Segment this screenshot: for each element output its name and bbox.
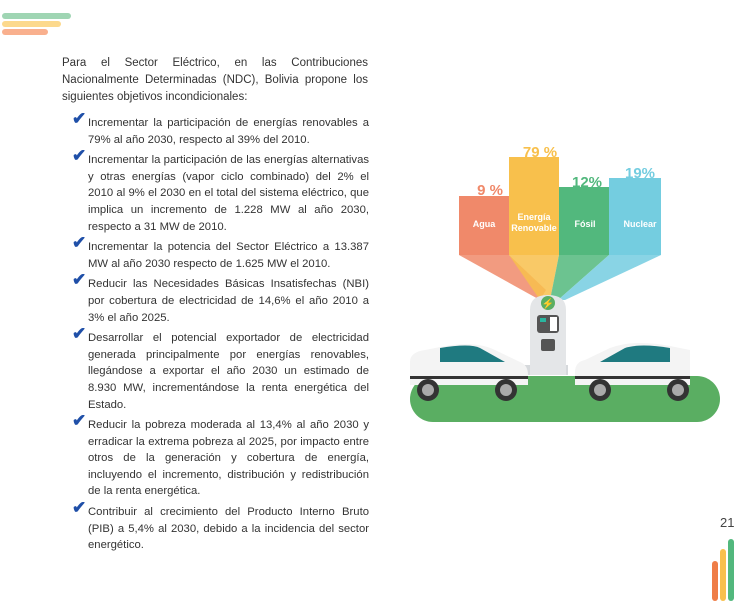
decor-bar-orange-vertical [712, 561, 718, 601]
decor-bar-yellow-vertical [720, 549, 726, 601]
check-icon: ✔ [72, 270, 87, 290]
value-fosil: 12% [571, 174, 603, 191]
decor-bar-orange [2, 29, 48, 35]
check-icon: ✔ [72, 411, 87, 431]
list-item: ✔ Desarrollar el potencial exportador de electricidad generada principalmente por energías renovables, llegándose a exportar el año 2030 un estimado de 8.930 MW, incrementándose la renta energética del Estado. [72, 324, 369, 411]
value-agua: 9 % [477, 182, 503, 199]
bar-renovable [509, 157, 559, 255]
label-fosil: Fósil [574, 219, 596, 229]
intro-paragraph: Para el Sector Eléctrico, en las Contribuciones Nacionalmente Determinadas (NDC), Bolivia propone los siguientes objetivos incondicionales: [62, 57, 368, 103]
svg-text:⚡: ⚡ [541, 299, 555, 310]
charging-station [522, 295, 568, 375]
label-agua: Agua [472, 219, 496, 229]
decor-bar-green [2, 13, 71, 19]
check-icon: ✔ [72, 498, 87, 518]
objectives-list [72, 109, 369, 558]
check-icon: ✔ [72, 109, 87, 128]
page-number: 21 [720, 515, 735, 530]
list-item: ✔ Reducir las Necesidades Básicas Insatisfechas (NBI) por cobertura de electricidad de 14,6% el año 2010 a 3% el año 2025. [72, 270, 369, 324]
list-item: ✔ Incrementar la participación de energías renovables a 79% al año 2030, respecto al 39% del 2010. [72, 109, 369, 146]
value-renovable: 79 % [522, 144, 558, 161]
decor-bar-yellow [2, 21, 61, 27]
decor-bar-green-vertical [728, 539, 734, 601]
check-icon: ✔ [72, 324, 87, 344]
list-item: ✔ Reducir la pobreza moderada al 13,4% al año 2030 y erradicar la extrema pobreza al 2025, por impacto entre otros de la generación y cobertura de energía, incluyendo el incremento, distribución y redistribución de la renta energética. [72, 411, 369, 498]
value-nuclear: 19% [624, 165, 656, 182]
label-renovable-2: Renovable [511, 223, 557, 233]
bar-nuclear [609, 178, 661, 255]
label-renovable-1: Energía [517, 212, 551, 222]
check-icon: ✔ [72, 146, 87, 166]
list-item: ✔ Incrementar la potencia del Sector Eléctrico a 13.387 MW al año 2030 respecto de 1.625 MW el 2010. [72, 233, 369, 270]
list-item: ✔ Contribuir al crecimiento del Producto Interno Bruto (PIB) a 5,4% al 2030, debido a la incidencia del sector energético. [72, 498, 369, 552]
label-nuclear: Nuclear [623, 219, 657, 229]
check-icon: ✔ [72, 233, 87, 253]
list-item: ✔ Incrementar la participación de las energías alternativas y otras energías (vapor ciclo combinado) del 2% el 2010 al 9% el 2030 en el total del sistema eléctrico, que implica un incremento de 1.228 MW al año 2030, respecto a 31 MW de 2010. [72, 146, 369, 233]
energy-infographic [400, 140, 730, 430]
